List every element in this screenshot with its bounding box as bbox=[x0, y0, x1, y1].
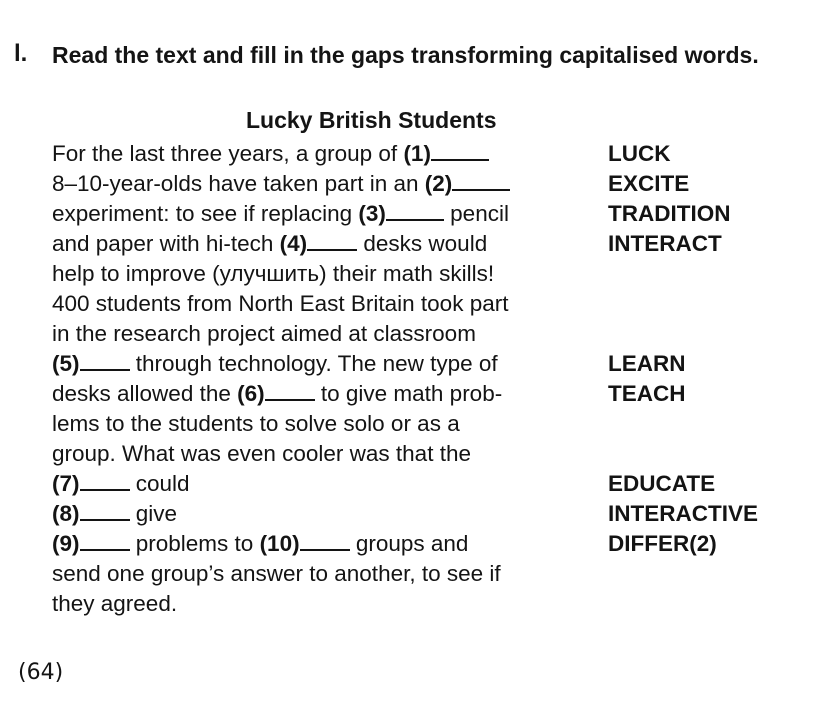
gap-4[interactable] bbox=[307, 231, 357, 251]
text-title: Lucky British Students bbox=[246, 107, 497, 133]
gap-number-6: (6) bbox=[237, 381, 265, 406]
text-line-13 bbox=[52, 499, 602, 529]
text-line-6: 400 students from North East Britain took part bbox=[52, 291, 509, 316]
text-line-5: help to improve (улучшить) their math skills! bbox=[52, 261, 495, 286]
exercise-instruction: Read the text and fill in the gaps transforming capitalised words. bbox=[52, 42, 759, 68]
gap-3[interactable] bbox=[386, 201, 444, 221]
text-fragment: give bbox=[129, 501, 178, 526]
keyword-9: DIFFER(2) bbox=[608, 531, 717, 556]
gap-number-8: (8) bbox=[52, 501, 80, 526]
gap-9[interactable] bbox=[80, 531, 130, 551]
gap-5[interactable] bbox=[80, 351, 130, 371]
text-line-14 bbox=[52, 529, 602, 559]
keyword-6: TEACH bbox=[608, 381, 686, 406]
text-fragment: For the last three years, a group of bbox=[52, 141, 404, 166]
text-line-10: lems to the students to solve solo or as a bbox=[52, 411, 460, 436]
gap-number-3: (3) bbox=[358, 201, 386, 226]
gap-6[interactable] bbox=[265, 381, 315, 401]
text-line-3 bbox=[52, 199, 602, 229]
text-line-9 bbox=[52, 379, 602, 409]
text-fragment: experiment: to see if replacing bbox=[52, 201, 359, 226]
text-fragment: through technology. The new type of bbox=[129, 351, 498, 376]
gap-7[interactable] bbox=[80, 471, 130, 491]
gap-number-2: (2) bbox=[424, 171, 453, 196]
keyword-5: LEARN bbox=[608, 351, 686, 376]
keyword-1: LUCK bbox=[608, 141, 671, 166]
exercise-number: l. bbox=[14, 40, 28, 67]
gap-number-10: (10) bbox=[259, 531, 300, 556]
text-line-4 bbox=[52, 229, 602, 259]
gap-1[interactable] bbox=[431, 141, 489, 161]
page-number: (64) bbox=[18, 660, 64, 685]
text-fragment: 8–10-year-olds have taken part in an bbox=[52, 171, 425, 196]
keyword-7: EDUCATE bbox=[608, 471, 716, 496]
text-fragment: problems to bbox=[129, 531, 260, 556]
gap-10[interactable] bbox=[300, 531, 350, 551]
keyword-8: INTERACTIVE bbox=[608, 501, 759, 526]
text-line-11: group. What was even cooler was that the bbox=[52, 441, 471, 466]
text-fragment: could bbox=[129, 471, 190, 496]
text-line-1 bbox=[52, 139, 602, 169]
gap-number-9: (9) bbox=[52, 531, 80, 556]
text-line-2 bbox=[52, 169, 602, 199]
gap-number-4: (4) bbox=[279, 231, 308, 256]
text-fragment: to give math prob- bbox=[314, 381, 503, 406]
text-line-15: send one group’s answer to another, to see if bbox=[52, 561, 501, 586]
text-fragment: groups and bbox=[349, 531, 469, 556]
keyword-3: TRADITION bbox=[608, 201, 731, 226]
text-fragment: desks allowed the bbox=[52, 381, 238, 406]
text-line-7: in the research project aimed at classroom bbox=[52, 321, 476, 346]
gap-number-1: (1) bbox=[403, 141, 431, 166]
text-fragment: desks would bbox=[357, 231, 488, 256]
gap-number-5: (5) bbox=[52, 351, 80, 376]
keyword-2: EXCITE bbox=[608, 171, 690, 196]
gap-number-7: (7) bbox=[52, 471, 80, 496]
keyword-4: INTERACT bbox=[608, 231, 722, 256]
text-fragment: and paper with hi-tech bbox=[52, 231, 280, 256]
gap-8[interactable] bbox=[80, 501, 130, 521]
text-line-12 bbox=[52, 469, 602, 499]
text-line-16: they agreed. bbox=[52, 591, 178, 616]
gap-2[interactable] bbox=[452, 171, 510, 191]
text-fragment: pencil bbox=[443, 201, 509, 226]
text-line-8 bbox=[52, 349, 602, 379]
